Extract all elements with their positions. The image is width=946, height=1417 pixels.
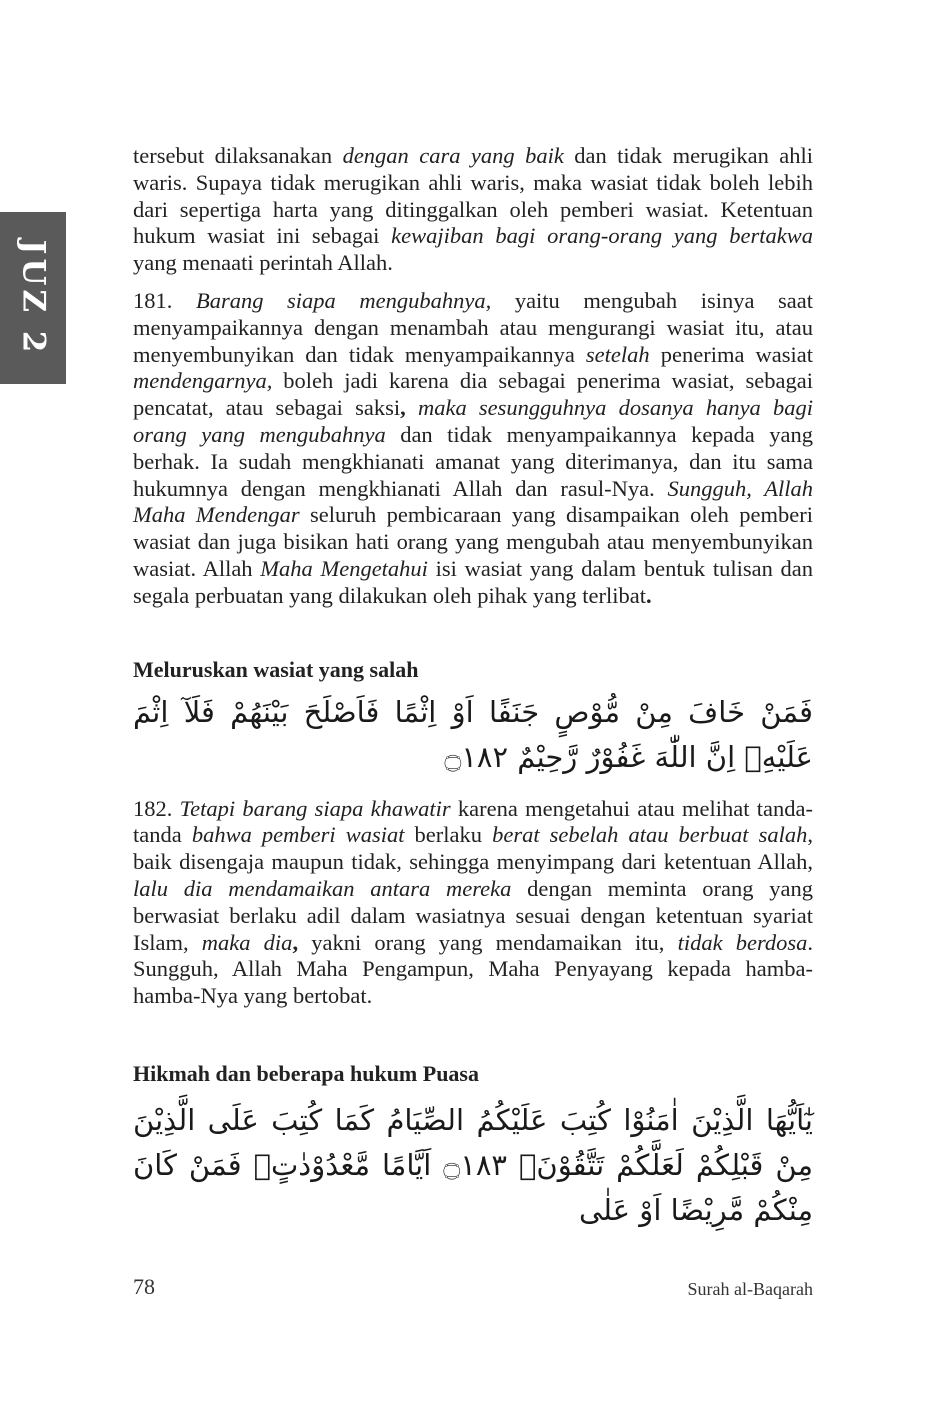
italic-text-segment: maka dia: [201, 929, 293, 955]
italic-text-segment: dengan cara yang baik: [342, 143, 564, 168]
text-segment: isi wasiat yang dalam bentuk tulisan dan segala perbuatan yang dilakukan oleh pihak yang terlibat: [133, 555, 814, 608]
italic-text-segment: maka sesungguhnya dosanya hanya bagi orang yang mengubahnya: [133, 395, 814, 447]
italic-text-segment: kewajiban bagi orang-orang yang bertakwa: [391, 223, 814, 249]
text-segment: ,: [292, 929, 299, 955]
text-segment: 182.: [133, 795, 180, 821]
italic-text-segment: Tetapi barang siapa khawatir: [179, 795, 451, 821]
text-segment: [406, 395, 418, 420]
juz-side-tab: [0, 212, 66, 384]
tafsir-paragraph-182: [133, 796, 813, 1010]
text-segment: 181.: [133, 287, 196, 313]
text-segment: . Sungguh, Allah Maha Pengampun, Maha Penyayang kepada hamba-hamba-Nya yang bertobat.: [133, 929, 814, 1009]
page-number: 78: [133, 1274, 155, 1299]
text-segment: yaitu mengubah isinya saat menyampaikannya dengan menambah atau mengurangi wasiat itu, atau menyembunyikan dan tidak menyampaikannya: [133, 287, 813, 367]
italic-text-segment: setelah: [585, 341, 650, 367]
italic-text-segment: berat sebelah atau berbuat salah: [492, 822, 808, 848]
text-segment: .: [645, 582, 652, 608]
italic-text-segment: tidak berdosa: [677, 929, 808, 955]
running-footer-title: Surah al-Baqarah: [687, 1279, 813, 1299]
tafsir-paragraph-continued: [133, 143, 813, 277]
italic-text-segment: mendengarnya,: [133, 368, 273, 394]
text-segment: boleh jadi karena dia sebagai penerima wasiat, sebagai pencatat, atau sebagai saksi: [133, 368, 813, 421]
text-segment: berlaku: [404, 822, 493, 848]
text-segment: yakni orang yang mendamaikan itu,: [298, 929, 678, 955]
italic-text-segment: Maha Mengetahui: [260, 555, 428, 581]
text-segment: karena mengetahui atau melihat tanda-tanda: [133, 795, 814, 848]
text-segment: seluruh pembicaraan yang disampaikan oleh pemberi wasiat dan juga bisikan hati orang yang mengubah atau menyembunyikan wasiat. Allah: [133, 502, 814, 581]
text-segment: tersebut dilaksanakan: [133, 143, 343, 168]
text-segment: dan tidak merugikan ahli waris. Supaya tidak merugikan ahli waris, maka wasiat tidak boleh lebih dari sepertiga harta yang ditinggalkan oleh pemberi wasiat. Ketentuan hukum wasiat ini sebagai: [133, 143, 813, 249]
text-segment: dengan meminta orang yang berwasiat berlaku adil dalam wasiatnya sesuai dengan ketentuan syariat Islam,: [133, 875, 813, 955]
section-heading-puasa: Hikmah dan beberapa hukum Puasa: [133, 1060, 479, 1086]
text-segment: penerima wasiat: [649, 341, 813, 367]
italic-text-segment: lalu dia mendamaikan antara mereka: [133, 875, 512, 901]
tafsir-paragraph-181: [133, 288, 813, 610]
arabic-verse-182: فَمَنْ خَافَ مِنْ مُّوْصٍ جَنَفًا اَوْ اِثْمًا فَاَصْلَحَ بَيْنَهُمْ فَلَآ اِثْمَ عَلَيْهِۗ اِنَّ اللّٰهَ غَفُوْرٌ رَّحِيْمٌ ۝١٨٢: [133, 694, 813, 774]
arabic-verse-183-184: يٰٓاَيُّهَا الَّذِيْنَ اٰمَنُوْا كُتِبَ عَلَيْكُمُ الصِّيَامُ كَمَا كُتِبَ عَلَى الَّذِيْنَ مِنْ قَبْلِكُمْ لَعَلَّكُمْ تَتَّقُوْنَۙ ۝١٨٣ اَيَّامًا مَّعْدُوْدٰتٍۗ فَمَنْ كَانَ مِنْكُمْ مَّرِيْضًا اَوْ عَلٰى: [133, 1102, 813, 1227]
juz-label: JUZ 2: [15, 239, 52, 357]
page-content: [133, 143, 813, 1233]
section-heading-wasiat: Meluruskan wasiat yang salah: [133, 656, 419, 682]
italic-text-segment: Sungguh, Allah Maha Mendengar: [133, 475, 814, 528]
text-segment: yang menaati perintah Allah.: [133, 250, 393, 276]
text-segment: dan tidak menyampaikannya kepada yang berhak. Ia sudah mengkhianati amanat yang diterimanya, dan itu sama hukumnya dengan mengkhianati Allah dan rasul-Nya.: [133, 421, 814, 501]
text-segment: ,: [400, 395, 406, 421]
italic-text-segment: bahwa pemberi wasiat: [191, 822, 405, 848]
italic-text-segment: Barang siapa mengubahnya,: [195, 287, 492, 313]
text-segment: , baik disengaja maupun tidak, sehingga menyimpang dari ketentuan Allah,: [133, 822, 813, 875]
